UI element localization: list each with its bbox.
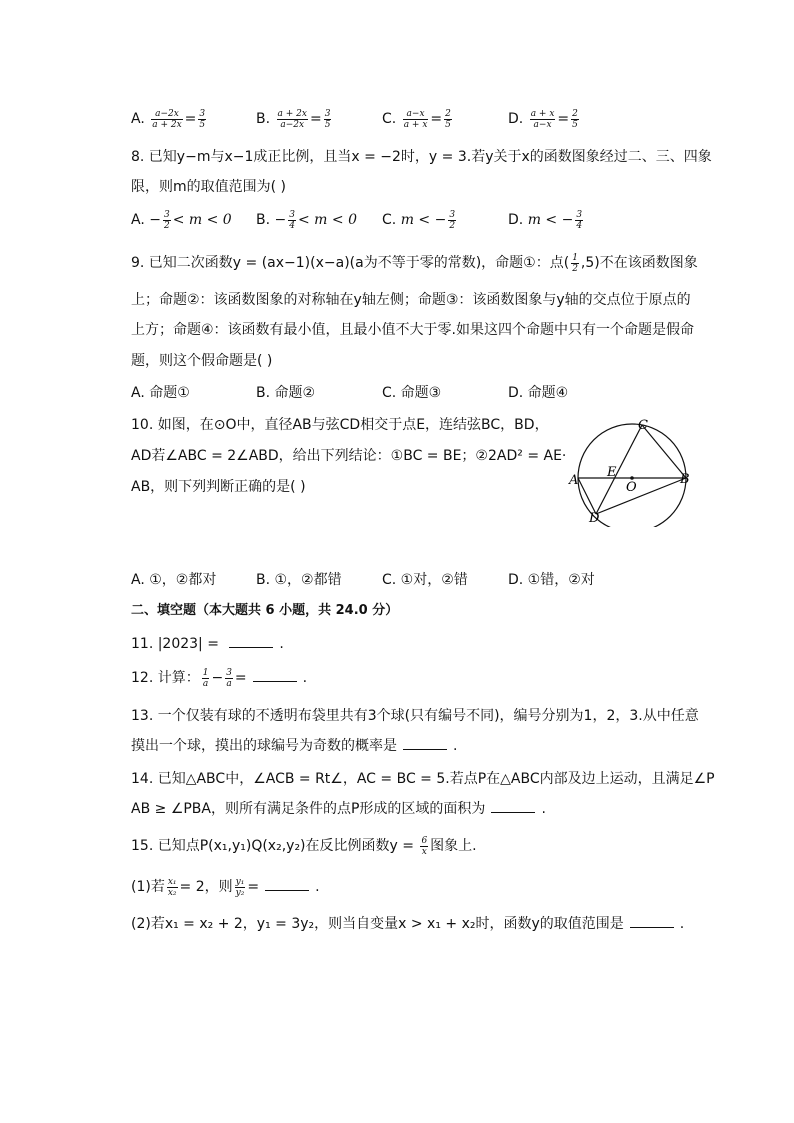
fraction bbox=[225, 668, 233, 689]
label-e: E bbox=[607, 465, 617, 480]
option-label: C. bbox=[382, 111, 397, 127]
q10-option-c: C. ①对，②错 bbox=[382, 572, 468, 588]
frac-den: 5 bbox=[199, 119, 206, 130]
frac-num: a−2x bbox=[151, 109, 182, 120]
q8-option-b bbox=[256, 209, 357, 231]
q9-text: 9. 已知二次函数y = (ax−1)(x−a)(a为不等于零的常数)，命题①：点( bbox=[131, 255, 570, 271]
equals-sign: = bbox=[247, 879, 260, 895]
fraction bbox=[575, 210, 583, 231]
q7-option-c: C. $\frac{a-x}{a + x}$ = $\frac{2}{5}$ bbox=[382, 108, 451, 130]
label-a: A bbox=[569, 473, 579, 488]
q11-text: 11. |2023| = bbox=[131, 636, 224, 652]
q15-line-1 bbox=[131, 835, 477, 857]
q11-line bbox=[131, 633, 284, 655]
q12-text: 12. 计算： bbox=[131, 670, 200, 686]
frac-num: a + x bbox=[530, 108, 555, 119]
q15-text: (2)若x₁ = x₂ + 2，y₁ = 3y₂，则当自变量x > x₁ + x₂时，函数y的取值范围是 bbox=[131, 916, 624, 932]
q10-line-1: 10. 如图，在⊙O中，直径AB与弦CD相交于点E，连结弦BC，BD， bbox=[131, 417, 549, 433]
q10-option-a: A. ①，②都对 bbox=[131, 572, 217, 588]
section-heading: 二、填空题（本大题共 6 小题，共 24.0 分） bbox=[131, 603, 399, 618]
q8-option-a bbox=[131, 209, 232, 231]
frac-den: 2 bbox=[449, 220, 456, 231]
frac-den: 5 bbox=[445, 119, 451, 130]
frac-num: y₁ bbox=[235, 876, 245, 887]
option-label: C. bbox=[382, 212, 397, 228]
option-label: A. bbox=[131, 111, 145, 127]
fraction bbox=[403, 109, 429, 130]
answer-blank[interactable] bbox=[403, 737, 447, 750]
minus-sign: − bbox=[211, 670, 224, 686]
label-d: D bbox=[589, 511, 600, 526]
answer-blank[interactable] bbox=[630, 915, 674, 928]
q7-option-b: B. $\frac{a + 2x}{a-2x}$ = $\frac{3}{5}$ bbox=[256, 108, 331, 130]
frac-den: 2 bbox=[572, 263, 578, 274]
label-o: O bbox=[626, 480, 637, 495]
frac-den: 5 bbox=[572, 119, 578, 130]
fraction bbox=[163, 210, 171, 231]
frac-num: 3 bbox=[324, 108, 331, 119]
frac-den: x bbox=[421, 846, 427, 857]
label-c: C bbox=[638, 418, 648, 433]
q9-text: ,5)不在该函数图象 bbox=[580, 255, 698, 271]
equals-sign: = bbox=[234, 670, 247, 686]
frac-den: 4 bbox=[289, 220, 295, 231]
fraction bbox=[324, 109, 332, 130]
chord-cd bbox=[596, 425, 642, 514]
frac-den: 4 bbox=[576, 220, 583, 231]
frac-num: 3 bbox=[289, 209, 295, 220]
fraction bbox=[167, 877, 178, 898]
q10-line-3: AB，则下列判断正确的是( ) bbox=[131, 479, 306, 495]
q7-option-d: D. $\frac{a + x}{a-x}$ = $\frac{2}{5}$ bbox=[508, 108, 578, 130]
q13-text: 摸出一个球，摸出的球编号为奇数的概率是 bbox=[131, 738, 397, 754]
frac-den: y₂ bbox=[235, 887, 245, 898]
q9-line-1 bbox=[131, 252, 698, 274]
frac-num: x₁ bbox=[167, 876, 177, 887]
q14-line-1: 14. 已知△ABC中，∠ACB = Rt∠，AC = BC = 5.若点P在△ABC内部及边上运动，且满足∠P bbox=[131, 771, 715, 787]
q8-option-c bbox=[382, 209, 458, 231]
frac-num: 1 bbox=[202, 667, 209, 678]
frac-den: a + 2x bbox=[152, 119, 182, 130]
fraction bbox=[444, 109, 452, 130]
frac-den: a bbox=[226, 678, 232, 689]
q15-end: . bbox=[315, 879, 320, 895]
q9-option-c: C. 命题③ bbox=[382, 385, 442, 401]
q10-option-d: D. ①错，②对 bbox=[508, 572, 595, 588]
math-text: m < − bbox=[527, 212, 574, 228]
q15-text: = 2，则 bbox=[179, 879, 233, 895]
circle-figure bbox=[566, 412, 696, 527]
frac-num: 2 bbox=[572, 108, 578, 119]
q14-line-2 bbox=[131, 798, 546, 820]
math-text: m < − bbox=[400, 212, 447, 228]
fraction bbox=[198, 109, 206, 130]
answer-blank[interactable] bbox=[253, 669, 297, 682]
frac-num: a−x bbox=[403, 109, 429, 120]
frac-num: 3 bbox=[576, 209, 583, 220]
frac-num: 3 bbox=[163, 209, 170, 220]
q9-option-a: A. 命题① bbox=[131, 385, 190, 401]
frac-den: a + x bbox=[403, 119, 428, 130]
frac-num: 1 bbox=[572, 252, 578, 263]
q13-line-1: 13. 一个仅装有球的不透明布袋里共有3个球(只有编号不同)，编号分别为1，2，3.从中任意 bbox=[131, 708, 699, 724]
q15-part-1 bbox=[131, 876, 320, 898]
q15-part-2 bbox=[131, 913, 684, 935]
fraction bbox=[277, 109, 308, 130]
frac-num: 3 bbox=[226, 667, 232, 678]
frac-den: a bbox=[202, 678, 209, 689]
q15-end: . bbox=[679, 916, 685, 932]
q10-line-2: AD若∠ABC = 2∠ABD，给出下列结论：①BC = BE；②2AD² = AE· bbox=[131, 448, 567, 464]
q11-end: . bbox=[279, 636, 284, 652]
q9-option-b: B. 命题② bbox=[256, 385, 316, 401]
q15-text: (1)若 bbox=[131, 879, 165, 895]
answer-blank[interactable] bbox=[491, 800, 535, 813]
answer-blank[interactable] bbox=[265, 878, 309, 891]
q9-line-4: 题，则这个假命题是( ) bbox=[131, 353, 273, 369]
q15-text: 图象上. bbox=[430, 838, 477, 854]
fraction bbox=[571, 109, 579, 130]
frac-num: 3 bbox=[199, 108, 206, 119]
fraction bbox=[448, 210, 456, 231]
frac-den: x₂ bbox=[167, 887, 177, 898]
fraction bbox=[235, 877, 246, 898]
math-text: < m < 0 bbox=[172, 212, 232, 228]
frac-den: 2 bbox=[163, 220, 170, 231]
q12-line bbox=[131, 667, 307, 689]
option-label: A. bbox=[131, 212, 145, 228]
q15-text: 15. 已知点P(x₁,y₁)Q(x₂,y₂)在反比例函数y = bbox=[131, 838, 419, 854]
chord-bd bbox=[596, 478, 686, 514]
q8-option-d bbox=[508, 209, 585, 231]
math-text: − bbox=[274, 212, 287, 228]
option-label: B. bbox=[256, 212, 271, 228]
fraction bbox=[420, 836, 428, 857]
option-label: D. bbox=[508, 111, 524, 127]
q12-end: . bbox=[302, 670, 308, 686]
frac-num: a + 2x bbox=[277, 108, 307, 119]
frac-den: a−x bbox=[533, 119, 552, 130]
label-b: B bbox=[680, 472, 690, 487]
q8-line-1: 8. 已知y−m与x−1成正比例，且当x = −2时，y = 3.若y关于x的函数图象经过二、三、四象 bbox=[131, 149, 712, 165]
frac-num: 3 bbox=[449, 209, 456, 220]
option-label: D. bbox=[508, 212, 524, 228]
answer-blank[interactable] bbox=[229, 635, 273, 648]
math-text: − bbox=[149, 212, 161, 228]
q9-line-2: 上；命题②：该函数图象的对称轴在y轴左侧；命题③：该函数图象与y轴的交点位于原点的 bbox=[131, 292, 691, 308]
frac-den: 5 bbox=[324, 119, 331, 130]
fraction bbox=[202, 668, 210, 689]
q10-option-b: B. ①，②都错 bbox=[256, 572, 342, 588]
q8-line-2: 限，则m的取值范围为( ) bbox=[131, 179, 287, 195]
q9-option-d: D. 命题④ bbox=[508, 385, 569, 401]
option-label: B. bbox=[256, 111, 271, 127]
q7-option-a: A. $\frac{a-2x}{a + 2x}$ = $\frac{3}{5}$ bbox=[131, 108, 206, 130]
math-text: < m < 0 bbox=[297, 212, 357, 228]
frac-num: 6 bbox=[421, 835, 428, 846]
q14-text: AB ≥ ∠PBA，则所有满足条件的点P形成的区域的面积为 bbox=[131, 801, 486, 817]
fraction bbox=[571, 253, 579, 274]
fraction bbox=[288, 210, 296, 231]
q13-end: . bbox=[453, 738, 458, 754]
q9-line-3: 上方；命题④：该函数有最小值，且最小值不大于零.如果这四个命题中只有一个命题是假命 bbox=[131, 322, 694, 338]
frac-den: a−2x bbox=[280, 119, 305, 130]
fraction bbox=[530, 109, 556, 130]
q14-end: . bbox=[541, 801, 546, 817]
q13-line-2 bbox=[131, 735, 457, 757]
fraction bbox=[151, 109, 182, 130]
frac-num: 2 bbox=[445, 108, 451, 119]
